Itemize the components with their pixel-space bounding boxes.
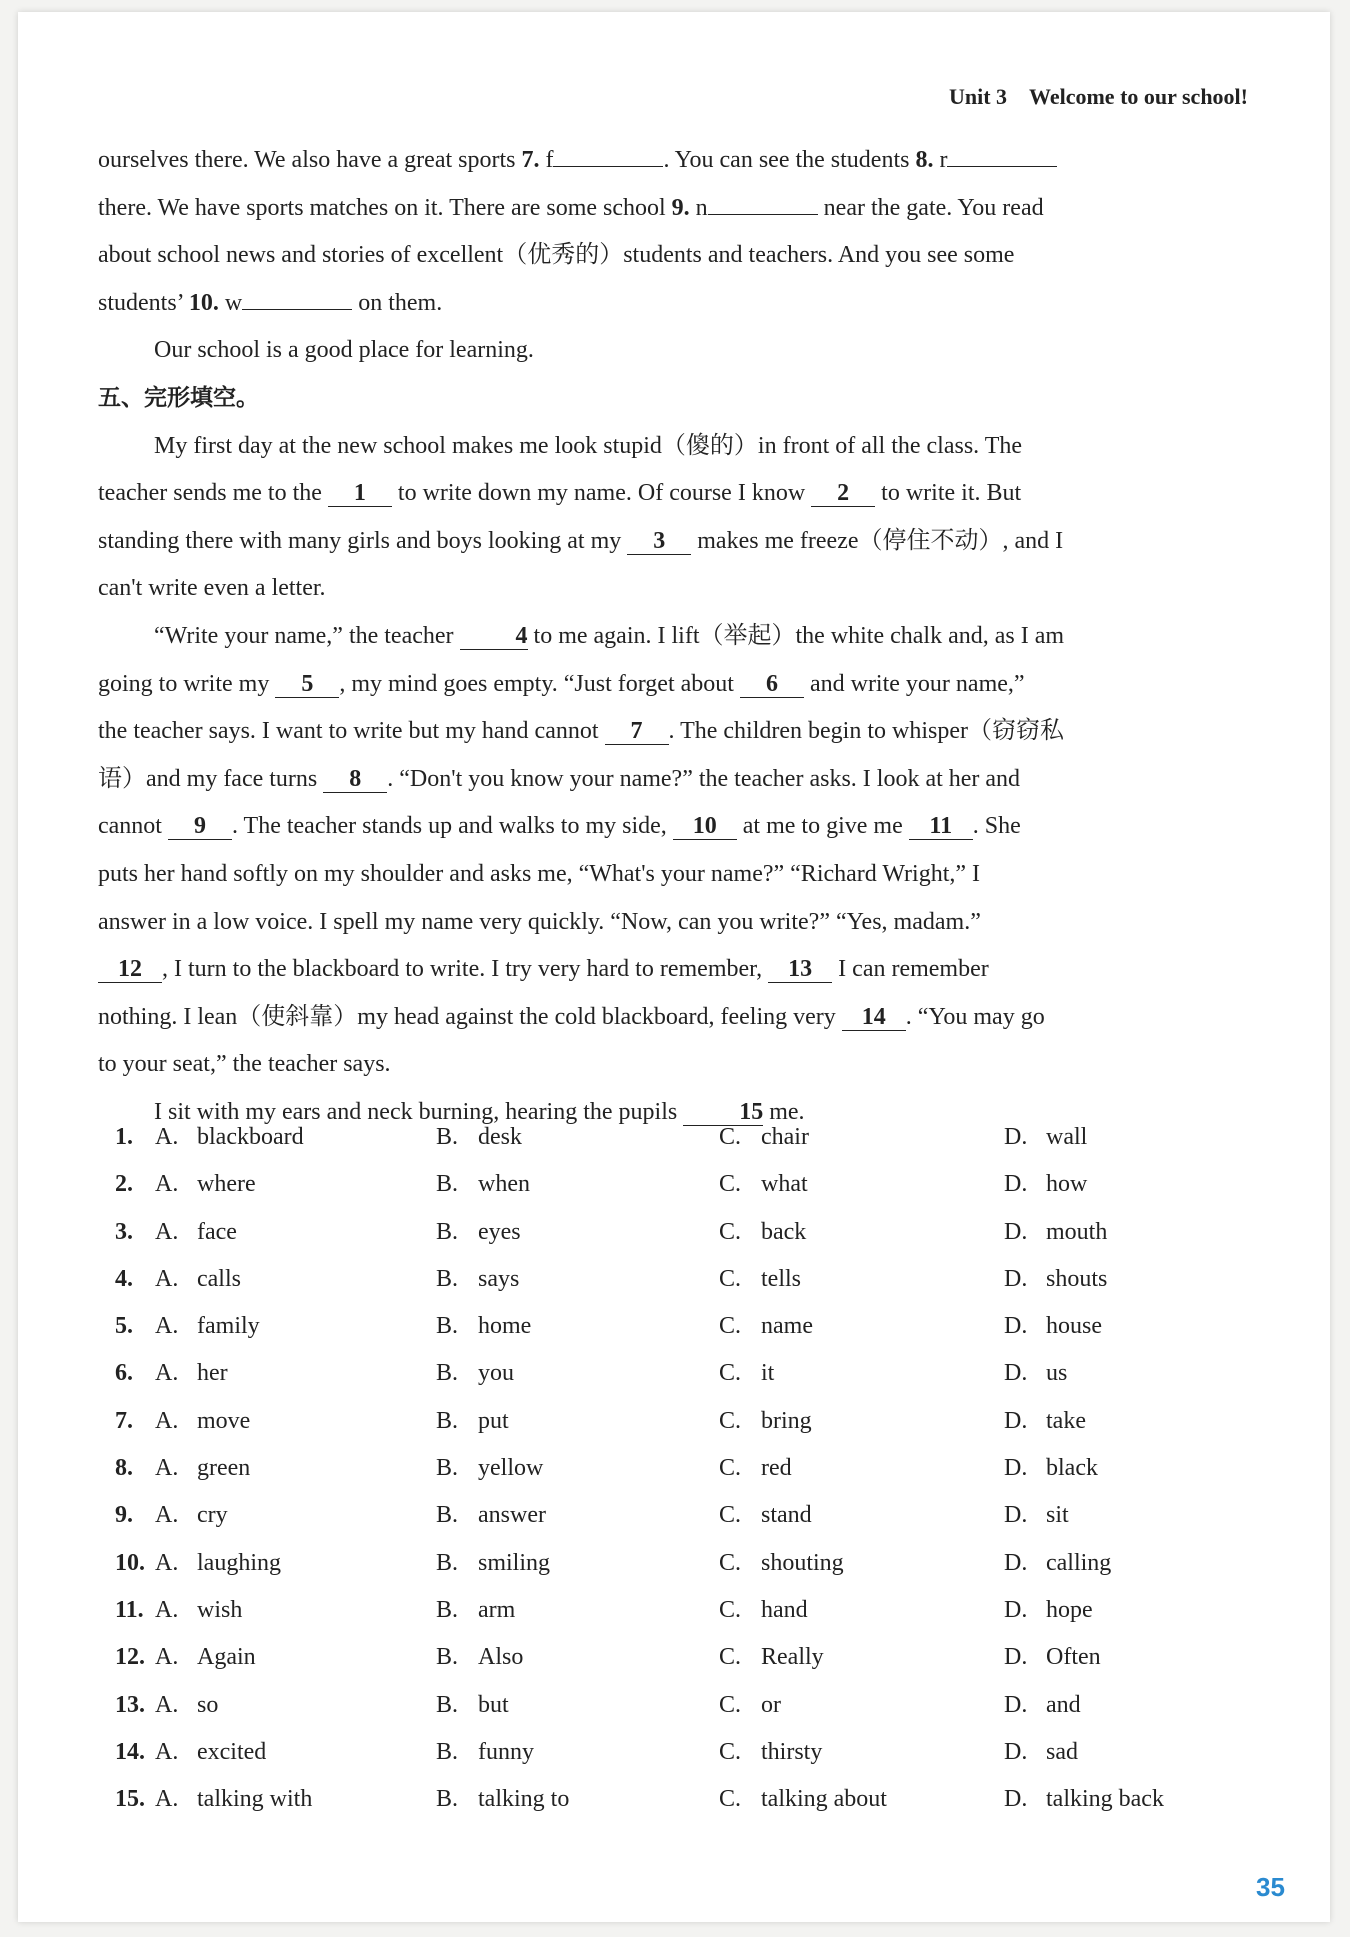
option-letter: B. <box>436 1738 459 1765</box>
question-number: 12. <box>115 1644 145 1671</box>
option-text: wall <box>1046 1124 1088 1150</box>
option-b[interactable] <box>436 1786 569 1813</box>
option-d[interactable] <box>1004 1502 1069 1529</box>
option-c[interactable] <box>719 1692 781 1719</box>
fill-blank-9[interactable] <box>708 214 818 215</box>
question-number: 4. <box>115 1265 133 1292</box>
option-text: thirsty <box>761 1738 823 1765</box>
question-row <box>115 1597 1215 1644</box>
option-text: take <box>1046 1407 1086 1434</box>
passage-line: there. We have sports matches on it. There are some school 9. n near the gate. You read <box>98 194 1044 221</box>
option-a[interactable] <box>155 1692 218 1719</box>
option-letter: A. <box>155 1360 179 1387</box>
option-letter: C. <box>719 1455 742 1482</box>
option-b[interactable] <box>436 1502 546 1529</box>
option-a[interactable] <box>155 1550 281 1577</box>
option-letter: A. <box>155 1313 179 1340</box>
option-text: green <box>197 1455 251 1482</box>
option-text: calls <box>197 1265 241 1292</box>
passage-line: about school news and stories of excellent（优秀的）students and teachers. And you see some <box>98 242 1015 269</box>
option-c[interactable] <box>719 1219 806 1246</box>
option-letter: B. <box>436 1360 459 1387</box>
unit-label: Unit 3 <box>948 84 1008 109</box>
option-letter: A. <box>155 1738 179 1765</box>
option-b[interactable] <box>436 1266 519 1293</box>
option-text: yellow <box>478 1455 544 1482</box>
option-text: house <box>1046 1313 1102 1340</box>
option-text: family <box>197 1313 260 1340</box>
option-text: cry <box>197 1502 228 1529</box>
question-row <box>115 1455 1215 1502</box>
option-a[interactable] <box>155 1408 250 1435</box>
answer-options <box>115 1124 1215 1833</box>
option-letter: C. <box>719 1786 742 1813</box>
option-text: Often <box>1046 1644 1101 1671</box>
option-text: home <box>478 1313 532 1340</box>
option-d[interactable] <box>1004 1124 1087 1151</box>
option-letter: C. <box>719 1360 742 1387</box>
question-number: 15. <box>115 1786 145 1813</box>
option-a[interactable] <box>155 1124 304 1151</box>
question-row <box>115 1786 1215 1833</box>
question-row <box>115 1124 1215 1171</box>
option-text: tells <box>761 1265 801 1292</box>
option-text: talking to <box>478 1786 570 1813</box>
option-c[interactable] <box>719 1644 824 1671</box>
option-text: how <box>1046 1171 1088 1198</box>
option-text: her <box>197 1360 228 1387</box>
page-header <box>949 84 1248 110</box>
option-c[interactable] <box>719 1266 801 1293</box>
option-b[interactable] <box>436 1313 531 1340</box>
option-letter: C. <box>719 1644 742 1671</box>
cloze-line: puts her hand softly on my shoulder and asks me, “What's your name?” “Richard Wright,” I <box>98 860 981 887</box>
option-letter: A. <box>155 1691 179 1718</box>
option-letter: A. <box>155 1171 179 1198</box>
option-c[interactable] <box>719 1124 809 1151</box>
option-text: back <box>761 1218 807 1245</box>
option-a[interactable] <box>155 1786 312 1813</box>
option-text: bring <box>761 1407 812 1434</box>
question-row <box>115 1644 1215 1691</box>
option-letter: B. <box>436 1407 459 1434</box>
option-b[interactable] <box>436 1692 509 1719</box>
option-b[interactable] <box>436 1455 543 1482</box>
option-text: laughing <box>197 1549 281 1576</box>
option-a[interactable] <box>155 1266 241 1293</box>
question-number: 8. <box>115 1455 133 1482</box>
cloze-line: standing there with many girls and boys looking at my 3 makes me freeze（停住不动）, and I <box>98 527 1064 554</box>
cloze-blank-10[interactable]: 10 <box>673 813 737 840</box>
option-text: wish <box>197 1596 243 1623</box>
option-letter: D. <box>1004 1218 1028 1245</box>
fill-blank-8[interactable] <box>947 166 1057 167</box>
cloze-line: can't write even a letter. <box>98 575 326 602</box>
option-c[interactable] <box>719 1739 822 1766</box>
option-a[interactable] <box>155 1313 260 1340</box>
option-text: Again <box>197 1644 256 1671</box>
option-letter: C. <box>719 1124 742 1150</box>
option-letter: B. <box>436 1171 459 1198</box>
option-text: name <box>761 1313 813 1340</box>
cloze-line: 语）and my face turns 8 . “Don't you know your name?” the teacher asks. I look at her and <box>98 765 1021 792</box>
question-row <box>115 1171 1215 1218</box>
page-number: 35 <box>1256 1872 1285 1902</box>
option-letter: C. <box>719 1265 742 1292</box>
option-letter: D. <box>1004 1313 1028 1340</box>
option-a[interactable] <box>155 1455 250 1482</box>
option-text: Really <box>761 1644 824 1671</box>
question-number: 2. <box>115 1171 133 1198</box>
option-c[interactable] <box>719 1360 774 1387</box>
option-text: blackboard <box>197 1124 304 1150</box>
option-d[interactable] <box>1004 1455 1098 1482</box>
question-number: 11. <box>115 1596 144 1623</box>
option-letter: D. <box>1004 1171 1028 1198</box>
option-text: put <box>478 1407 509 1434</box>
option-text: talking back <box>1046 1786 1164 1813</box>
option-letter: C. <box>719 1549 742 1576</box>
worksheet-page <box>18 12 1330 1922</box>
option-text: hand <box>761 1596 808 1623</box>
option-text: excited <box>197 1738 267 1765</box>
option-letter: B. <box>436 1786 459 1813</box>
option-b[interactable] <box>436 1360 514 1387</box>
option-letter: C. <box>719 1407 742 1434</box>
option-d[interactable] <box>1004 1313 1102 1340</box>
option-d[interactable] <box>1004 1644 1101 1671</box>
passage-line: ourselves there. We also have a great sports 7. f . You can see the students 8. r <box>98 137 1293 185</box>
option-letter: B. <box>436 1313 459 1340</box>
option-letter: C. <box>719 1171 742 1198</box>
option-text: you <box>478 1360 514 1387</box>
question-row <box>115 1219 1215 1266</box>
question-number: 1. <box>115 1124 133 1150</box>
option-letter: C. <box>719 1218 742 1245</box>
option-text: move <box>197 1407 251 1434</box>
option-b[interactable] <box>436 1644 523 1671</box>
option-text: it <box>761 1360 775 1387</box>
option-letter: A. <box>155 1407 179 1434</box>
option-a[interactable] <box>155 1644 256 1671</box>
cloze-line: the teacher says. I want to write but my hand cannot 7 . The children begin to whisper（窃窃私 <box>98 718 1064 745</box>
question-row <box>115 1502 1215 1549</box>
option-text: chair <box>761 1124 809 1150</box>
question-number: 5. <box>115 1313 133 1340</box>
option-letter: A. <box>155 1455 179 1482</box>
option-text: so <box>197 1691 219 1718</box>
option-letter: A. <box>155 1124 179 1150</box>
cloze-line: cannot 9 . The teacher stands up and walks to my side, 10 at me to give me 11 . She <box>98 813 1021 840</box>
cloze-line: My first day at the new school makes me look stupid（傻的）in front of all the class. The <box>154 432 1023 459</box>
option-text: and <box>1046 1691 1081 1718</box>
option-d[interactable] <box>1004 1408 1086 1435</box>
option-text: what <box>761 1171 808 1198</box>
option-text: where <box>197 1171 256 1198</box>
option-d[interactable] <box>1004 1171 1087 1198</box>
cloze-blank-8[interactable]: 8 <box>323 766 387 793</box>
cloze-blank-12[interactable]: 12 <box>98 956 162 983</box>
cloze-blank-7[interactable]: 7 <box>605 718 669 745</box>
option-letter: A. <box>155 1786 179 1813</box>
option-letter: D. <box>1004 1596 1028 1623</box>
cloze-blank-2[interactable]: 2 <box>811 480 875 507</box>
question-row <box>115 1408 1215 1455</box>
option-letter: D. <box>1004 1691 1028 1718</box>
cloze-line: 12 , I turn to the blackboard to write. I try very hard to remember, 13 I can remember <box>98 946 1293 994</box>
option-b[interactable] <box>436 1124 522 1151</box>
option-c[interactable] <box>719 1597 808 1624</box>
question-row <box>115 1313 1215 1360</box>
option-letter: B. <box>436 1455 459 1482</box>
cloze-blank-13[interactable]: 13 <box>768 956 832 983</box>
option-text: desk <box>478 1124 522 1150</box>
section-title: 五、完形填空。 <box>98 384 259 411</box>
option-letter: B. <box>436 1502 459 1529</box>
option-text: says <box>478 1265 520 1292</box>
question-number: 3. <box>115 1218 133 1245</box>
option-letter: A. <box>155 1265 179 1292</box>
unit-title: Welcome to our school! <box>1029 84 1248 109</box>
option-text: talking about <box>761 1786 887 1813</box>
option-letter: D. <box>1004 1455 1028 1482</box>
option-d[interactable] <box>1004 1597 1093 1624</box>
question-number: 10. <box>115 1549 145 1576</box>
option-text: funny <box>478 1738 534 1765</box>
cloze-line: teacher sends me to the 1 to write down my name. Of course I know 2 to write it. But <box>98 480 1022 507</box>
option-a[interactable] <box>155 1502 228 1529</box>
option-letter: D. <box>1004 1738 1028 1765</box>
option-letter: C. <box>719 1596 742 1623</box>
option-letter: D. <box>1004 1786 1028 1813</box>
option-letter: B. <box>436 1549 459 1576</box>
option-letter: C. <box>719 1738 742 1765</box>
cloze-blank-15[interactable]: 15 <box>683 1099 763 1126</box>
question-number: 14. <box>115 1738 145 1765</box>
option-b[interactable] <box>436 1597 515 1624</box>
option-text: or <box>761 1691 781 1718</box>
option-d[interactable] <box>1004 1786 1164 1813</box>
question-number: 7. <box>115 1407 133 1434</box>
passage-line: students’ 10. w on them. <box>98 289 443 316</box>
option-text: black <box>1046 1455 1098 1482</box>
question-row <box>115 1266 1215 1313</box>
cloze-blank-14[interactable]: 14 <box>842 1004 906 1031</box>
option-text: sad <box>1046 1738 1078 1765</box>
option-c[interactable] <box>719 1313 813 1340</box>
cloze-line: going to write my 5 , my mind goes empty. “Just forget about 6 and write your name,” <box>98 670 1025 697</box>
cloze-blank-9[interactable]: 9 <box>168 813 232 840</box>
option-letter: A. <box>155 1596 179 1623</box>
option-text: shouts <box>1046 1265 1108 1292</box>
option-letter: C. <box>719 1313 742 1340</box>
question-row <box>115 1692 1215 1739</box>
option-b[interactable] <box>436 1171 530 1198</box>
option-letter: A. <box>155 1218 179 1245</box>
option-letter: B. <box>436 1265 459 1292</box>
option-text: but <box>478 1691 509 1718</box>
option-text: mouth <box>1046 1218 1108 1245</box>
option-b[interactable] <box>436 1550 550 1577</box>
option-d[interactable] <box>1004 1266 1107 1293</box>
cloze-line: to your seat,” the teacher says. <box>98 1051 391 1078</box>
option-c[interactable] <box>719 1408 812 1435</box>
option-letter: B. <box>436 1124 459 1150</box>
cloze-line: nothing. I lean（使斜靠）my head against the cold blackboard, feeling very 14 . “You may go <box>98 1003 1045 1030</box>
cloze-blank-4[interactable]: 4 <box>460 623 528 650</box>
option-text: calling <box>1046 1549 1112 1576</box>
fill-blank-7[interactable] <box>553 166 663 167</box>
option-text: when <box>478 1171 530 1198</box>
option-text: face <box>197 1218 237 1245</box>
cloze-blank-6[interactable]: 6 <box>740 671 804 698</box>
option-letter: D. <box>1004 1360 1028 1387</box>
cloze-line: I sit with my ears and neck burning, hearing the pupils 15 me. <box>154 1098 805 1125</box>
option-d[interactable] <box>1004 1219 1107 1246</box>
passage-content <box>98 137 1293 1136</box>
cloze-blank-5[interactable]: 5 <box>275 671 339 698</box>
option-text: talking with <box>197 1786 313 1813</box>
cloze-blank-11[interactable]: 11 <box>909 813 973 840</box>
option-letter: C. <box>719 1691 742 1718</box>
cloze-blank-1[interactable]: 1 <box>328 480 392 507</box>
option-c[interactable] <box>719 1786 887 1813</box>
option-text: red <box>761 1455 792 1482</box>
option-letter: B. <box>436 1596 459 1623</box>
option-b[interactable] <box>436 1739 534 1766</box>
option-letter: A. <box>155 1644 179 1671</box>
option-text: hope <box>1046 1596 1093 1623</box>
fill-blank-10[interactable] <box>242 309 352 310</box>
option-text: arm <box>478 1596 516 1623</box>
option-letter: D. <box>1004 1502 1028 1529</box>
option-b[interactable] <box>436 1219 521 1246</box>
option-letter: B. <box>436 1218 459 1245</box>
option-letter: D. <box>1004 1265 1028 1292</box>
passage-line: Our school is a good place for learning. <box>154 337 534 364</box>
question-number: 9. <box>115 1502 133 1529</box>
option-letter: D. <box>1004 1124 1028 1150</box>
option-text: eyes <box>478 1218 521 1245</box>
option-a[interactable] <box>155 1597 242 1624</box>
option-letter: A. <box>155 1549 179 1576</box>
option-text: stand <box>761 1502 812 1529</box>
option-text: shouting <box>761 1549 844 1576</box>
option-text: answer <box>478 1502 546 1529</box>
option-d[interactable] <box>1004 1739 1078 1766</box>
cloze-line: answer in a low voice. I spell my name very quickly. “Now, can you write?” “Yes, madam.” <box>98 908 981 935</box>
option-text: sit <box>1046 1502 1069 1529</box>
option-letter: A. <box>155 1502 179 1529</box>
option-letter: C. <box>719 1502 742 1529</box>
cloze-blank-3[interactable]: 3 <box>627 528 691 555</box>
cloze-line: “Write your name,” the teacher 4 to me again. I lift（举起）the white chalk and, as I am <box>154 622 1065 649</box>
option-d[interactable] <box>1004 1360 1067 1387</box>
option-letter: D. <box>1004 1549 1028 1576</box>
option-d[interactable] <box>1004 1692 1081 1719</box>
option-letter: D. <box>1004 1407 1028 1434</box>
option-c[interactable] <box>719 1171 808 1198</box>
option-text: Also <box>478 1644 524 1671</box>
option-a[interactable] <box>155 1739 266 1766</box>
option-text: smiling <box>478 1549 551 1576</box>
question-row <box>115 1739 1215 1786</box>
option-a[interactable] <box>155 1219 237 1246</box>
option-c[interactable] <box>719 1550 844 1577</box>
question-number: 13. <box>115 1691 145 1718</box>
option-letter: B. <box>436 1691 459 1718</box>
option-letter: B. <box>436 1644 459 1671</box>
option-a[interactable] <box>155 1171 256 1198</box>
option-a[interactable] <box>155 1360 228 1387</box>
question-number: 6. <box>115 1360 133 1387</box>
option-d[interactable] <box>1004 1550 1111 1577</box>
option-c[interactable] <box>719 1455 792 1482</box>
option-b[interactable] <box>436 1408 509 1435</box>
question-row <box>115 1550 1215 1597</box>
option-c[interactable] <box>719 1502 812 1529</box>
option-text: us <box>1046 1360 1068 1387</box>
question-row <box>115 1360 1215 1407</box>
option-letter: D. <box>1004 1644 1028 1671</box>
